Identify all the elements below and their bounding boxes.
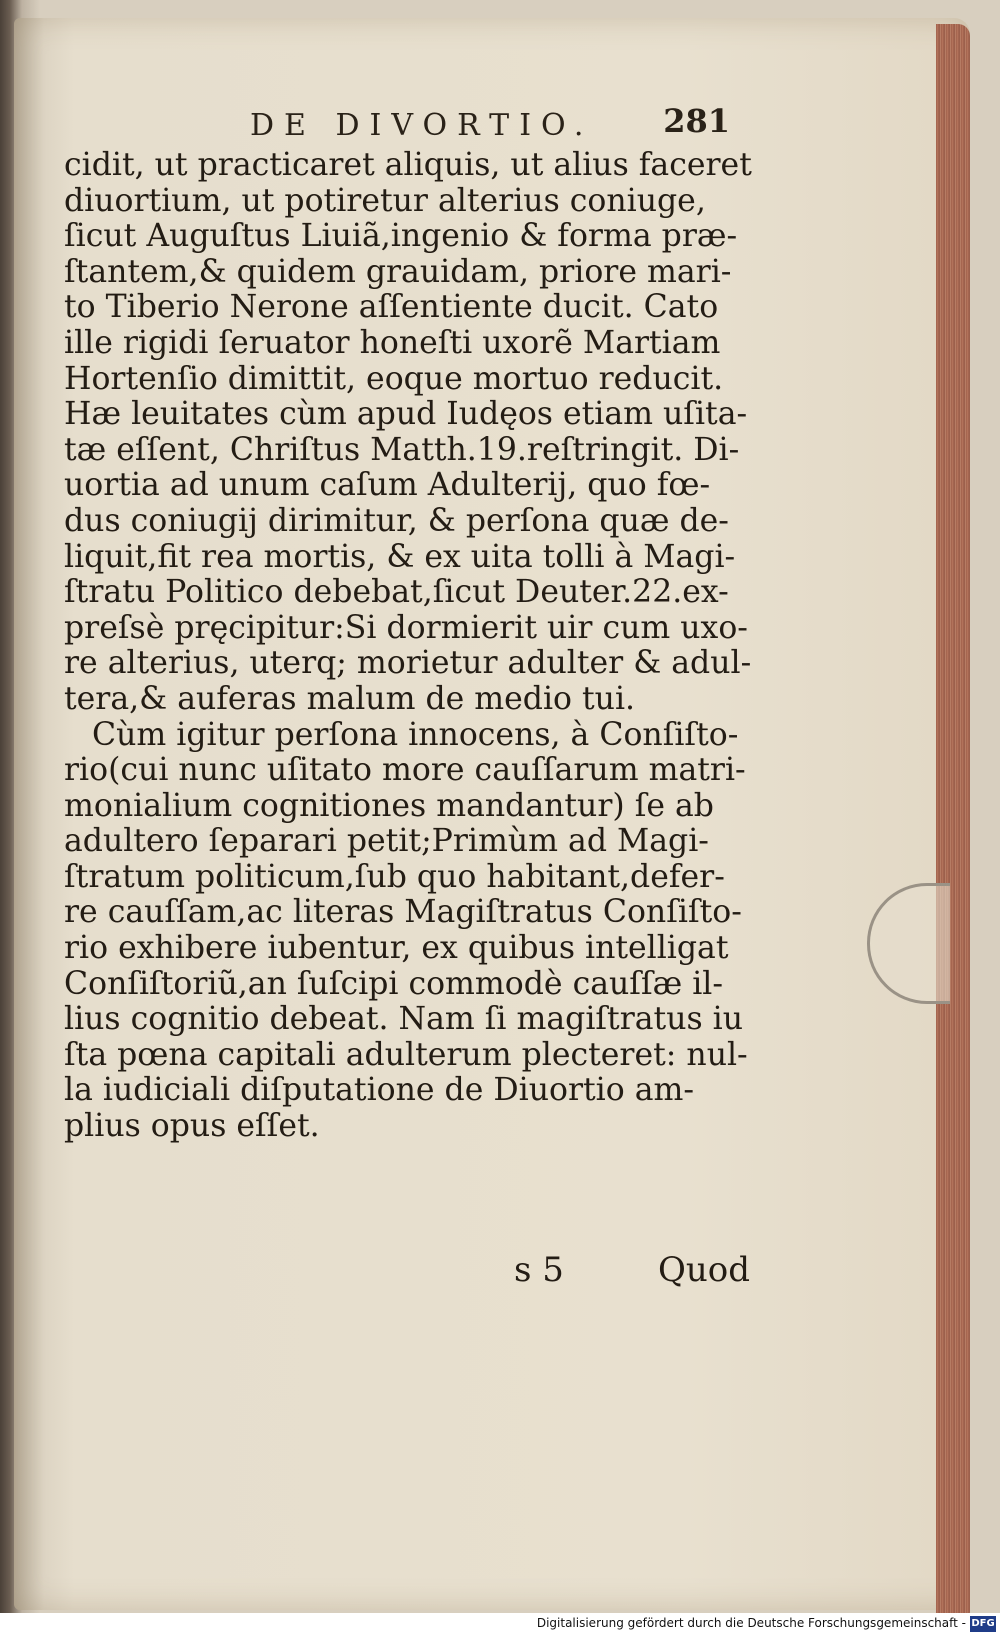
- text-line: ſta pœna capitali adulterum plecteret: nul-: [64, 1036, 748, 1073]
- text-line: cidit, ut practicaret aliquis, ut alius faceret: [64, 147, 752, 183]
- text-line: tera,& auferas malum de medio tui.: [64, 680, 636, 717]
- text-line: to Tiberio Nerone aſſentiente ducit. Cato: [64, 289, 719, 326]
- text-line: ſtratum politicum,ſub quo habitant,defer-: [64, 858, 725, 895]
- text-line: Cùm igitur perſona innocens, à Conſiſto-: [92, 716, 739, 753]
- catchword: Quod: [657, 1250, 750, 1290]
- text-line: lius cognitio debeat. Nam ſi magiſtratus iu: [64, 1001, 744, 1038]
- credit-bar: [0, 1613, 1000, 1635]
- text-line: Conſiſtoriũ,an ſuſcipi commodè cauſſæ il-: [64, 965, 724, 1002]
- running-title: DE DIVORTIO.: [250, 108, 594, 143]
- text-line: ſtratu Politico debebat,ſicut Deuter.22.ex-: [64, 574, 729, 611]
- text-line: monialium cognitiones mandantur) ſe ab: [64, 787, 714, 824]
- page-footer: [514, 1250, 750, 1294]
- text-line: liquit,fit rea mortis, & ex uita tolli à Magi-: [64, 538, 736, 575]
- text-line: tæ eſſent, Chriſtus Matth.19.reſtringit. Di-: [64, 431, 740, 468]
- text-line: diuortium, ut potiretur alterius coniuge,: [64, 182, 706, 219]
- text-line: ſicut Auguſtus Liuiã,ingenio & forma præ-: [64, 218, 738, 255]
- signature-mark: s 5: [514, 1250, 564, 1290]
- text-line: Hæ leuitates cùm apud Iudęos etiam uſita-: [64, 396, 748, 433]
- text-line: ſtantem,& quidem grauidam, priore mari-: [64, 253, 732, 290]
- book-clasp: [867, 883, 950, 1004]
- text-line: re alterius, uterq; morietur adulter & adul-: [64, 645, 752, 682]
- page-edges: [936, 24, 970, 1624]
- dfg-logo-icon: DFG: [970, 1616, 996, 1632]
- page-header: [250, 102, 730, 152]
- funding-credit: Digitalisierung gefördert durch die Deutsche Forschungsgemeinschaft -: [536, 1616, 966, 1630]
- text-line: preſsè pręcipitur:Si dormierit uir cum uxo-: [64, 609, 748, 646]
- text-line: rio(cui nunc uſitato more cauſſarum matri-: [64, 752, 746, 789]
- text-line: ille rigidi ſeruator honeſti uxorẽ Martiam: [64, 324, 721, 361]
- text-line: plius opus eſſet.: [64, 1108, 320, 1145]
- text-line: re cauſſam,ac literas Magiſtratus Conſiſto-: [64, 894, 742, 931]
- text-line: dus coniugij dirimitur, & perſona quæ de-: [64, 502, 729, 539]
- text-line: adultero ſeparari petit;Primùm ad Magi-: [64, 823, 709, 860]
- text-line: uortia ad unum caſum Adulterij, quo fœ-: [64, 467, 711, 504]
- body-text: [64, 147, 752, 1145]
- text-line: la iudiciali diſputatione de Diuortio am-: [64, 1072, 695, 1109]
- page-number: 281: [663, 102, 730, 140]
- text-line: rio exhibere iubentur, ex quibus intelligat: [64, 930, 729, 967]
- text-line: Hortenſio dimittit, eoque mortuo reducit.: [64, 360, 724, 397]
